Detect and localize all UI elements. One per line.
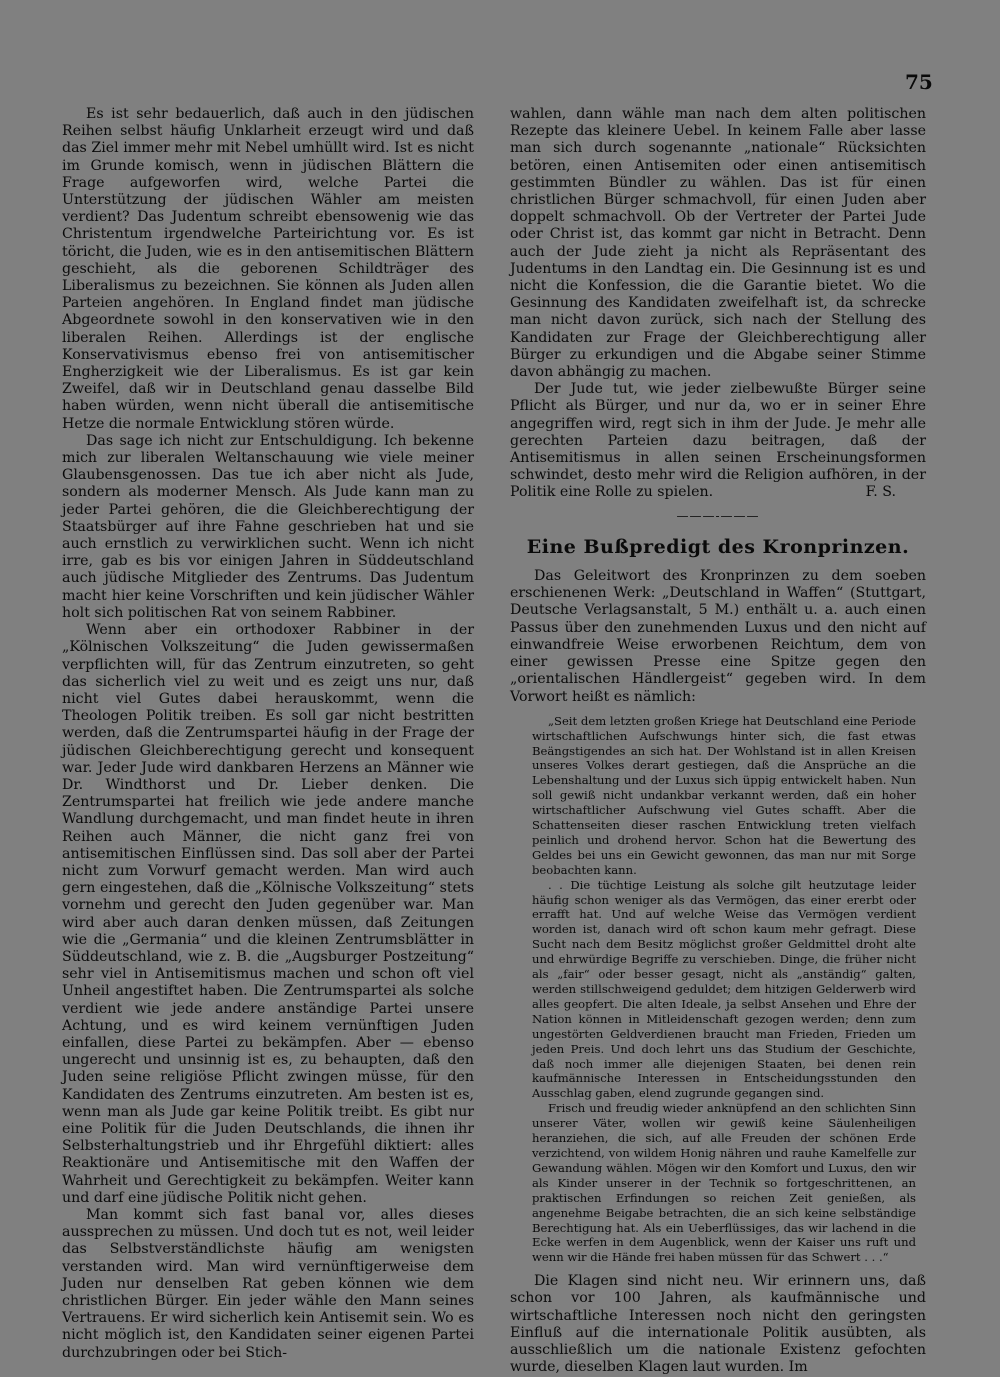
paragraph: Das sage ich nicht zur Entschuldigung. Ich bekenne mich zur liberalen Weltanschauung wie viele meiner Glaubensgenossen. Das tue ich aber nicht als Jude, sondern als moderner Mensch. Als Jude kann man zu jeder Partei gehören, die die Gleichberechtigung der Staatsbürger auf ihre Fahne geschrieben hat und sie auch ernstlich zu verwirklichen sucht. Wenn ich nicht irre, gab es bis vor einigen Jahren in Süddeutschland auch jüdische Mitglieder des Zentrums. Das Judentum macht hier keine Vorschriften und kein jüdischer Wähler holt sich politischen Rat von seinem Rabbiner. [62, 432, 474, 621]
right-column [510, 106, 926, 1376]
intro-paragraph: Das Geleitwort des Kronprinzen zu dem soeben erschienenen Werk: „Deutschland in Waffen“ (Stuttgart, Deutsche Verlagsanstalt, 5 M.) enthält u. a. auch einen Passus über den zunehmenden Luxus und den nicht auf einwandfreie Weise erworbenen Reichtum, dem von einer gewissen Presse eine Spitze gegen den „orientalischen Händlergeist“ gegeben wird. In dem Vorwort heißt es nämlich: [510, 568, 926, 705]
closing-paragraph [510, 381, 926, 501]
paragraph: Es ist sehr bedauerlich, daß auch in den jüdischen Reihen selbst häufig Unklarheit erzeugt wird und daß das Ziel immer mehr mit Nebel umhüllt wird. Ist es nicht im Grunde komisch, wenn in jüdischen Blättern die Frage aufgeworfen wird, welche Partei die Unterstützung der jüdischen Wähler am meisten verdient? Das Judentum schreibt ebensowenig wie das Christentum irgendwelche Parteirichtung vor. Es ist töricht, die Juden, wie es in den antisemitischen Blättern geschieht, als die geborenen Schildträger des Liberalismus zu bezeichnen. Sie können als Juden allen Parteien angehören. In England findet man jüdische Abgeordnete sowohl in den konservativen wie in den liberalen Reihen. Allerdings ist der englische Konservativismus ebenso frei von antisemitischer Engherzigkeit wie der Liberalismus. Es ist gar kein Zweifel, daß wir in Deutschland genau dasselbe Bild haben würden, wenn nicht überall die antisemitische Hetze die normale Entwicklung stören würde. [62, 106, 474, 432]
section-divider: ———-——— [676, 508, 760, 523]
page-number: 75 [905, 70, 933, 94]
left-column [62, 106, 474, 1362]
article-heading: Eine Bußpredigt des Kronprinzen. [526, 535, 910, 558]
closing-text: Der Jude tut, wie jeder zielbewußte Bürger seine Pflicht als Bürger, und nur da, wo er in seiner Ehre angegriffen wird, regt sich in ihm der Jude. Je mehr alle gerechten Parteien dazu beitragen, daß der Antisemitismus in allen seinen Erscheinungsformen schwindet, desto mehr wird die Religion aufhören, in der Politik eine Rolle zu spielen. [510, 381, 926, 501]
paragraph: Man kommt sich fast banal vor, alles dieses aussprechen zu müssen. Und doch tut es not, weil leider das Selbstverständlichste häufig am wenigsten verstanden wird. Man wird vernünftigerweise dem Juden nur denselben Rat geben können wie dem christlichen Bürger. Ein jeder wähle den Mann seines Vertrauens. Er wird sicherlich kein Antisemit sein. Wo es nicht möglich ist, den Kandidaten seiner eigenen Partei durchzubringen oder bei Stich- [62, 1207, 474, 1361]
final-paragraph: Die Klagen sind nicht neu. Wir erinnern uns, daß schon vor 100 Jahren, als kaufmännische und wirtschaftliche Interessen noch nicht den geringsten Einfluß auf die internationale Politik ausübten, als ausschließlich um die nationale Existenz gefochten wurde, dieselben Klagen laut wurden. Im [510, 1273, 926, 1376]
quote-paragraph: Frisch und freudig wieder anknüpfend an den schlichten Sinn unserer Väter, wollen wir gewiß keine Säulenheiligen heranziehen, die sich, auf alle Freuden der schönen Erde verzichtend, von wildem Honig nähren und rauhe Kamelfelle zur Gewandung wählen. Mögen wir den Komfort und Luxus, den wir als Kinder unserer in der Technik so fortgeschrittenen, an praktischen Erfindungen so reichen Zeit genießen, als angenehme Beigabe betrachten, die an sich keine selbständige Berechtigung hat. Als ein Ueberflüssiges, das wir lachend in die Ecke werfen in dem Augenblick, wenn der Kaiser uns ruft und wenn wir die Hände frei haben müssen für das Schwert . . .“ [532, 1101, 916, 1265]
continued-paragraph: wahlen, dann wähle man nach dem alten politischen Rezepte das kleinere Uebel. In keinem Falle aber lasse man sich durch sogenannte „nationale“ Rücksichten betören, einen Antisemiten oder einen antisemitisch gestimmten Bündler zu wählen. Das ist für einen christlichen Bürger schmachvoll, für einen Juden aber doppelt schmachvoll. Ob der Vertreter der Partei Jude oder Christ ist, das kommt gar nicht in Betracht. Denn auch der Jude zieht ja nicht als Repräsentant des Judentums in den Landtag ein. Die Gesinnung ist es und nicht die Konfession, die die Garantie bietet. Wo die Gesinnung des Kandidaten zweifelhaft ist, da schrecke man nicht davon zurück, sich nach der Stellung des Kandidaten zur Frage der Gleichberechtigung aller Bürger zu erkundigen und die Abgabe seiner Stimme davon abhängig zu machen. [510, 106, 926, 381]
quote-paragraph: . . Die tüchtige Leistung als solche gilt heutzutage leider häufig schon weniger als das Vermögen, das einer ererbt oder errafft hat. Und auf welche Weise das Vermögen verdient worden ist, danach wird oft schon kaum mehr gefragt. Diese Sucht nach dem Besitz möglichst großer Geldmittel droht alte und ehrwürdige Begriffe zu verschieben. Dinge, die früher nicht als „fair“ oder besser gesagt, nicht als „anständig“ galten, werden stillschweigend geduldet; dem hitzigen Gelderwerb wird alles geopfert. Die alten Ideale, ja selbst Ansehen und Ehre der Nation können in Mitleidenschaft gezogen werden; denn zum ungestörten Geldverdienen braucht man Frieden, Frieden um jeden Preis. Und doch lehrt uns das Studium der Geschichte, daß noch immer alle diejenigen Staaten, bei denen rein kaufmännische Interessen in Entscheidungsstunden den Ausschlag gaben, elend zugrunde gegangen sind. [532, 877, 916, 1101]
author-signature: F. S. [865, 484, 896, 501]
quote-paragraph: „Seit dem letzten großen Kriege hat Deutschland eine Periode wirtschaftlichen Aufschwungs hinter sich, die fast etwas Beängstigendes an sich hat. Der Wohlstand ist in allen Kreisen unseres Volkes derart gestiegen, daß die Ansprüche an die Lebenshaltung und der Luxus sich üppig entwickelt haben. Nun soll gewiß nicht undankbar verkannt werden, daß ein hoher wirtschaftlicher Aufschwung viel Gutes schafft. Aber die Schattenseiten dieser raschen Entwicklung treten vielfach peinlich und drohend hervor. Schon hat die Bewertung des Geldes bei uns ein Gewicht gewonnen, das man nur mit Sorge beobachten kann. [532, 713, 916, 877]
paragraph: Wenn aber ein orthodoxer Rabbiner in der „Kölnischen Volkszeitung“ die Juden gewissermaßen verpflichten will, für das Zentrum einzutreten, so geht das sicherlich viel zu weit und es zeigt uns nur, daß nicht viel Gutes dabei herauskommt, wenn die Theologen Politik treiben. Es soll gar nicht bestritten werden, daß die Zentrumspartei häufig in der Frage der jüdischen Gleichberechtigung gerecht und konsequent war. Jeder Jude wird dankbaren Herzens an Männer wie Dr. Windthorst und Dr. Lieber denken. Die Zentrumspartei hat freilich wie jede andere manche Wandlung durchgemacht, und man findet heute in ihren Reihen auch Männer, die nicht ganz frei von antisemitischen Einflüssen sind. Das soll aber der Partei nicht zum Vorwurf gemacht werden. Man wird auch gern eingestehen, daß die „Kölnische Volkszeitung“ stets vornehm und gerecht den Juden gegenüber war. Man wird aber auch daran denken müssen, daß Zeitungen wie die „Germania“ und die kleinen Zentrumsblätter in Süddeutschland, wie z. B. die „Augsburger Postzeitung“ sehr viel in Antisemitismus machen und schon oft viel Unheil angestiftet haben. Die Zentrumspartei als solche verdient wie jede andere anständige Partei unsere Achtung, und es wird keinem vernünftigen Juden einfallen, diese Partei zu bekämpfen. Aber — ebenso ungerecht und unsinnig ist es, zu behaupten, daß den Juden seine religiöse Pflicht zwingen müsse, für den Kandidaten des Zentrums einzutreten. Am besten ist es, wenn man als Jude gar keine Politik treibt. Es gibt nur eine Politik für die Juden Deutschlands, die ihnen ihr Selbsterhaltungstrieb und ihr Ehrgefühl diktiert: alles Reaktionäre und Antisemitische mit den Waffen der Wahrheit und Gerechtigkeit zu bekämpfen. Weiter kann und darf eine jüdische Politik nicht gehen. [62, 622, 474, 1206]
quoted-foreword [510, 714, 926, 1266]
